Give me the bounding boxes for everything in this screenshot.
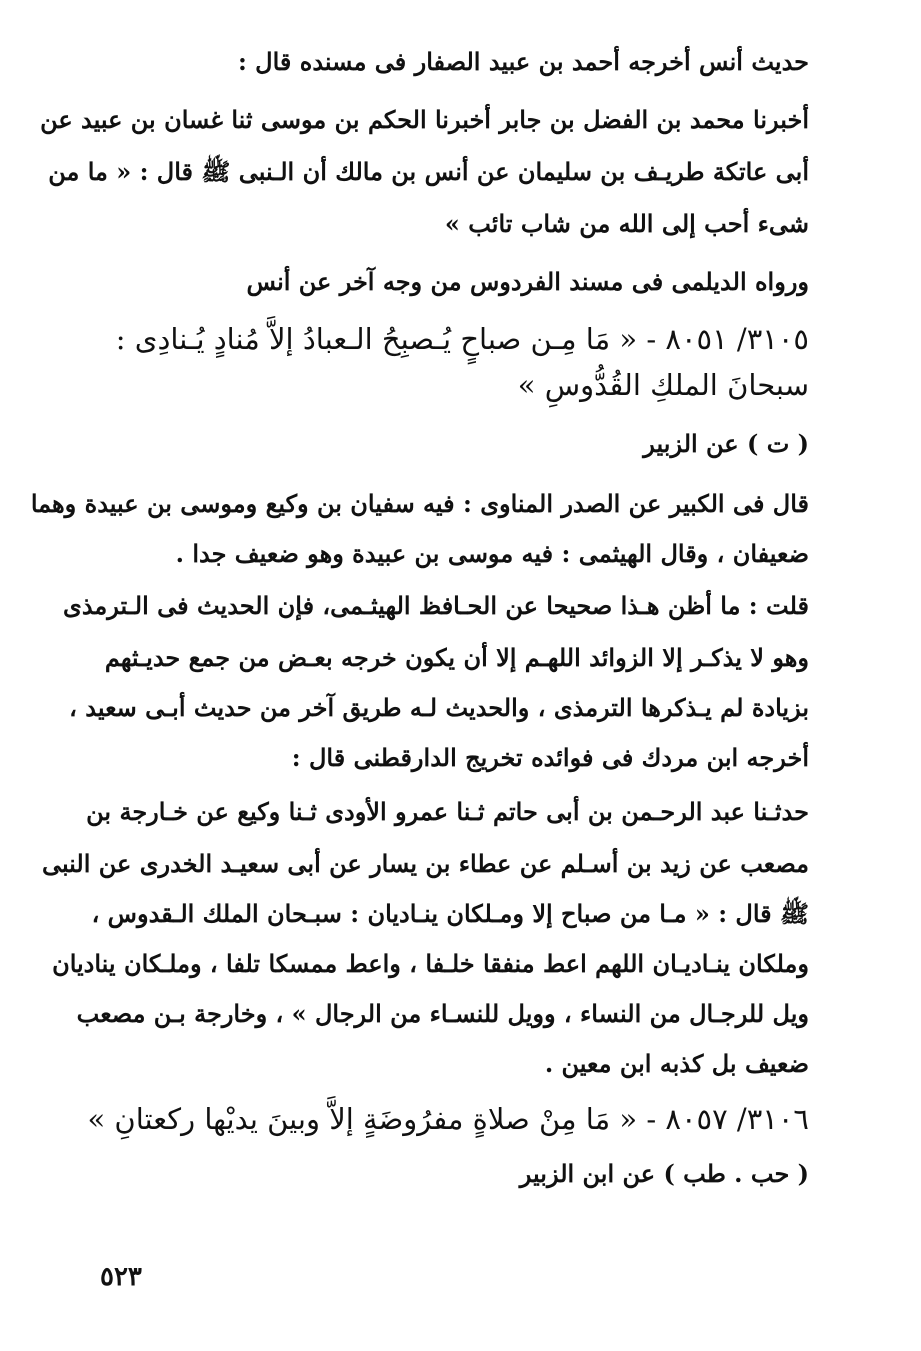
text-line: أخبرنا محمد بن الفضل بن جابر أخبرنا الحكم بن موسى ثنا غسان بن عبيد عن — [40, 105, 809, 134]
text-line: شىء أحب إلى الله من شاب تائب » — [444, 209, 809, 238]
text-line: وملكان ينـاديـان اللهم اعط منفقا خلـفا ، واعط ممسكا تلفا ، وملـكان يناديان — [52, 949, 809, 978]
text-line: أخرجه ابن مردك فى فوائده تخريج الدارقطنى قال : — [291, 743, 809, 772]
source-citation: ( ت ) عن الزبير — [643, 429, 809, 458]
source-citation: ( حب . طب ) عن ابن الزبير — [519, 1159, 809, 1188]
text-line: وهو لا يذكـر إلا الزوائد اللهـم إلا أن يكون خرجه بعـض من جمع حديـثهم — [104, 643, 809, 672]
text-line: أبى عاتكة طريـف بن سليمان عن أنس بن مالك أن الـنبى ﷺ قال : « ما من — [48, 157, 809, 186]
text-line: ضعيفان ، وقال الهيثمى : فيه موسى بن عبيدة وهو ضعيف جدا . — [175, 539, 809, 568]
text-line: ﷺ قال : « مـا من صباح إلا ومـلكان ينـاديان : سبـحان الملك الـقدوس ، — [91, 899, 809, 928]
text-line: ويل للرجـال من النساء ، وويل للنسـاء من الرجال » ، وخارجة بـن مصعب — [76, 999, 809, 1028]
hadith-heading: سبحانَ الملكِ القُدُّوسِ » — [517, 368, 809, 402]
text-line: ورواه الديلمى فى مسند الفردوس من وجه آخر عن أنس — [246, 267, 809, 296]
text-line: حديث أنس أخرجه أحمد بن عبيد الصفار فى مسنده قال : — [237, 47, 809, 76]
hadith-heading: ٣١٠٦/ ٨٠٥٧ - « مَا مِنْ صلاةٍ مفرُوضَةٍ إلاَّ وبينَ يديْها ركعتانِ » — [87, 1102, 809, 1136]
text-line: مصعب عن زيد بن أسـلم عن عطاء بن يسار عن أبى سعيـد الخدرى عن النبى — [41, 849, 809, 878]
page-number: ٥٢٣ — [100, 1262, 142, 1292]
text-line: بزيادة لم يـذكرها الترمذى ، والحديث لـه طريق آخر من حديث أبـى سعيد ، — [69, 693, 809, 722]
text-line: قلت : ما أظن هـذا صحيحا عن الحـافظ الهيثـمى، فإن الحديث فى الـترمذى — [63, 591, 809, 620]
text-line: حدثـنا عبد الرحـمن بن أبى حاتم ثـنا عمرو الأودى ثـنا وكيع عن خـارجة بن — [86, 797, 809, 826]
text-line: ضعيف بل كذبه ابن معين . — [544, 1049, 809, 1078]
hadith-heading: ٣١٠٥/ ٨٠٥١ - « مَا مِـن صباحٍ يُـصبِحُ الـعبادُ إلاَّ مُنادٍ يُـنادِى : — [115, 322, 809, 356]
text-line: قال فى الكبير عن الصدر المناوى : فيه سفيان بن وكيع وموسى بن عبيدة وهما — [30, 489, 809, 518]
